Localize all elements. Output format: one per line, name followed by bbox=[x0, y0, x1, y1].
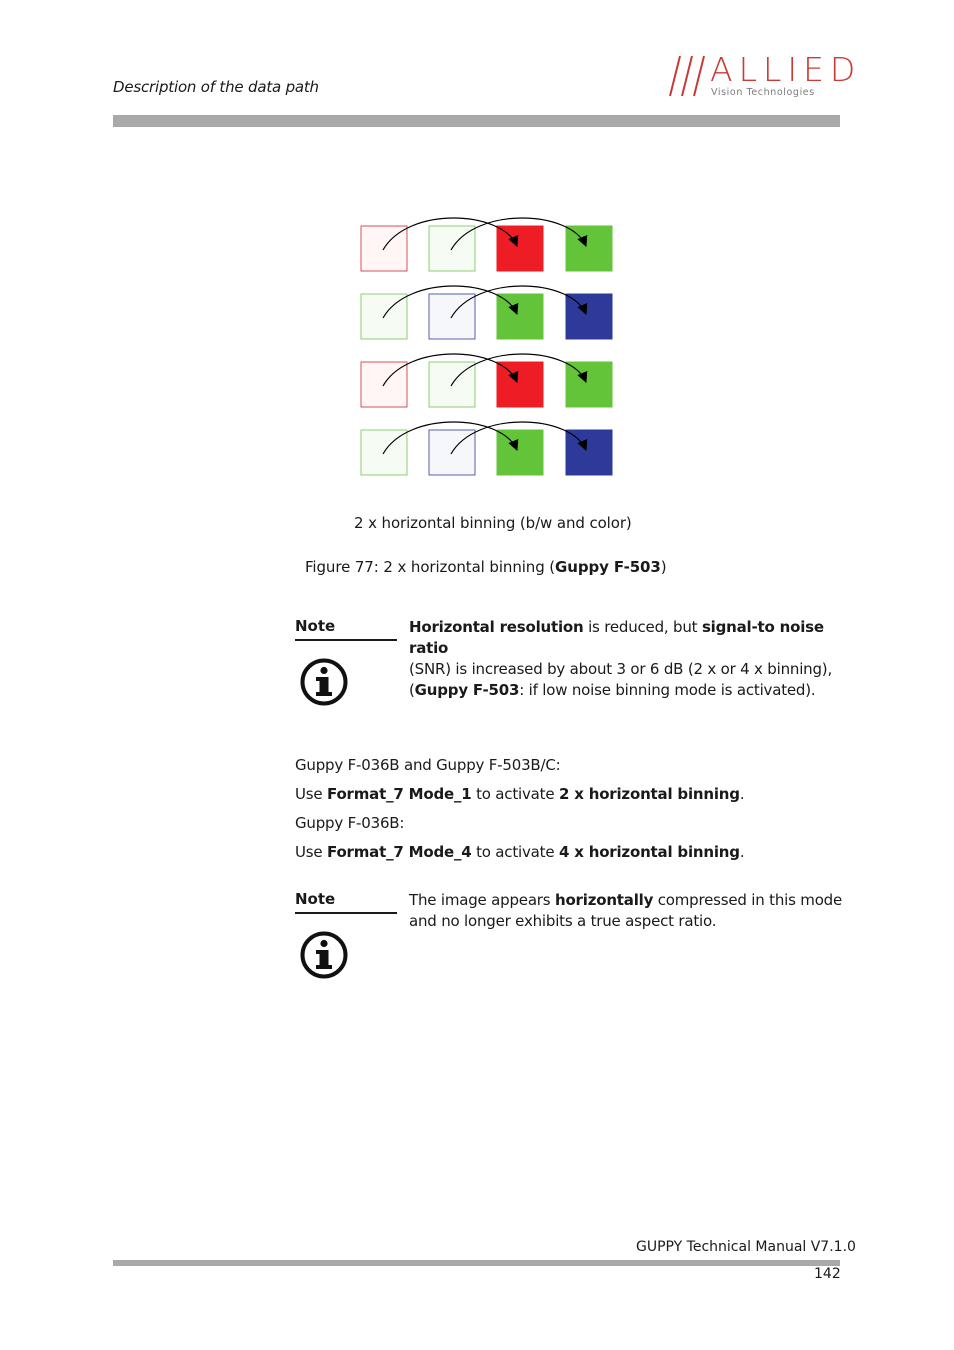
pixel-cell-green bbox=[497, 430, 543, 475]
caption-suffix: ) bbox=[660, 558, 667, 576]
note-label: Note bbox=[295, 890, 336, 908]
note2-line-2: and no longer exhibits a true aspect ratio. bbox=[409, 912, 717, 930]
p4-text-3: . bbox=[739, 843, 745, 861]
note1-line-2: (SNR) is increased by about 3 or 6 dB (2 x or 4 x binning), bbox=[409, 660, 833, 678]
pixel-cell-red bbox=[497, 362, 543, 407]
logo-slashes-icon bbox=[666, 52, 716, 102]
note1-bold-3: Guppy F-503 bbox=[414, 681, 520, 699]
note-rule bbox=[295, 912, 397, 914]
p4-text-1: Use bbox=[295, 843, 327, 861]
pixel-cell-green bbox=[497, 294, 543, 339]
info-circle-icon bbox=[299, 657, 349, 707]
logo-tagline: Vision Technologies bbox=[711, 87, 815, 98]
footer-rule bbox=[113, 1260, 840, 1266]
p4-bold-1: Format_7 Mode_4 bbox=[327, 843, 472, 861]
p2-text-2: to activate bbox=[471, 785, 559, 803]
note1-bold-1: Horizontal resolution bbox=[409, 618, 584, 636]
p2-bold-2: 2 x horizontal binning bbox=[558, 785, 740, 803]
note1-text bbox=[409, 617, 849, 701]
note1-text-1: is reduced, but bbox=[583, 618, 702, 636]
pixel-cell-green bbox=[566, 362, 612, 407]
p4-bold-2: 4 x horizontal binning bbox=[558, 843, 740, 861]
pixel-cell-blue bbox=[566, 430, 612, 475]
note-rule bbox=[295, 639, 397, 641]
note1-text-3b: : if low noise binning mode is activated). bbox=[519, 681, 816, 699]
note2-bold-1: horizontally bbox=[554, 891, 654, 909]
pixel-cell-green bbox=[566, 226, 612, 271]
allied-logo bbox=[666, 50, 862, 102]
note2-text-2: compressed in this mode bbox=[653, 891, 843, 909]
note2-text bbox=[409, 890, 849, 932]
pixel-cell-blue bbox=[566, 294, 612, 339]
body-para-4 bbox=[295, 842, 744, 863]
info-circle-icon bbox=[299, 930, 349, 980]
body-para-1: Guppy F-036B and Guppy F-503B/C: bbox=[295, 756, 561, 774]
pixel-cell-red bbox=[497, 226, 543, 271]
body-para-2 bbox=[295, 784, 744, 805]
body-para-3: Guppy F-036B: bbox=[295, 814, 405, 832]
note2-text-1: The image appears bbox=[409, 891, 555, 909]
caption-model: Guppy F-503 bbox=[555, 558, 661, 576]
note1-text-3a: ( bbox=[409, 681, 415, 699]
caption-prefix: Figure 77: 2 x horizontal binning ( bbox=[305, 558, 556, 576]
logo-wordmark: ALLIED bbox=[710, 50, 862, 89]
page-number: 142 bbox=[814, 1266, 841, 1282]
figure-subcaption: 2 x horizontal binning (b/w and color) bbox=[354, 514, 632, 532]
note1-bold-2: signal-to noise ratio bbox=[409, 618, 824, 657]
figure-caption bbox=[305, 558, 667, 576]
header-section-title: Description of the data path bbox=[113, 78, 319, 96]
p2-bold-1: Format_7 Mode_1 bbox=[327, 785, 472, 803]
header-rule bbox=[113, 115, 840, 127]
note-label: Note bbox=[295, 617, 336, 635]
p4-text-2: to activate bbox=[471, 843, 559, 861]
binning-diagram bbox=[350, 210, 630, 490]
footer-manual-title: GUPPY Technical Manual V7.1.0 bbox=[636, 1239, 856, 1255]
p2-text-1: Use bbox=[295, 785, 327, 803]
p2-text-3: . bbox=[739, 785, 745, 803]
